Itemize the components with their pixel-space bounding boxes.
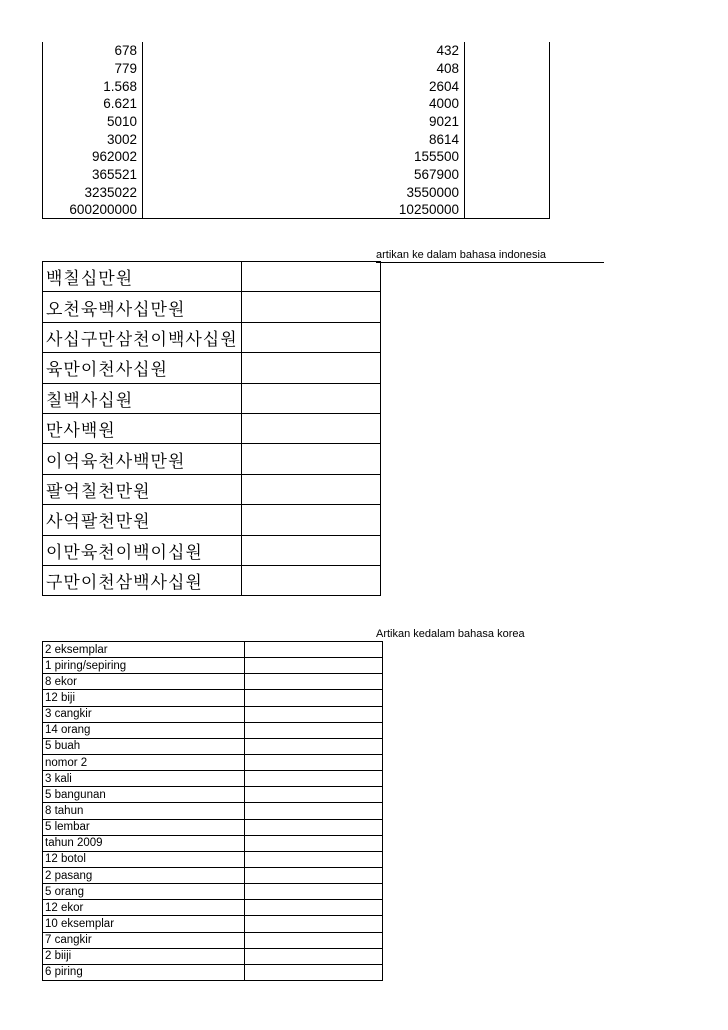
korean-phrase-cell: 이억육천사백만원	[43, 444, 242, 474]
answer-cell[interactable]	[242, 565, 381, 595]
korean-phrase-cell: 오천육백사십만원	[43, 292, 242, 322]
number-blank-cell	[465, 42, 550, 60]
korean-phrase-cell: 만사백원	[43, 413, 242, 443]
korean-row	[43, 262, 381, 292]
korean-phrase-cell: 사억팔천만원	[43, 505, 242, 535]
indonesian-phrase-cell: 1 piring/sepiring	[43, 658, 245, 674]
number-blank-cell	[465, 201, 550, 219]
korean-phrase-cell: 사십구만삼천이백사십원	[43, 322, 242, 352]
indonesian-row	[43, 867, 383, 883]
number-right-cell: 155500	[143, 148, 465, 166]
number-row	[43, 77, 550, 95]
indonesian-row	[43, 738, 383, 754]
korean-section-heading-rule	[376, 262, 604, 263]
number-right-cell: 10250000	[143, 201, 465, 219]
indonesian-phrase-cell: 12 ekor	[43, 900, 245, 916]
number-left-cell: 6.621	[43, 95, 143, 113]
answer-cell[interactable]	[245, 642, 383, 658]
number-row	[43, 42, 550, 60]
number-row	[43, 113, 550, 131]
answer-cell[interactable]	[245, 674, 383, 690]
indonesian-row	[43, 948, 383, 964]
indonesian-phrase-cell: nomor 2	[43, 754, 245, 770]
indonesian-phrase-cell: 5 lembar	[43, 819, 245, 835]
indonesian-phrase-cell: 3 kali	[43, 771, 245, 787]
answer-cell[interactable]	[242, 535, 381, 565]
answer-cell[interactable]	[245, 803, 383, 819]
number-right-cell: 432	[143, 42, 465, 60]
number-left-cell: 779	[43, 60, 143, 78]
korean-section-heading: artikan ke dalam bahasa indonesia	[376, 249, 547, 261]
indonesian-phrase-cell: 10 eksemplar	[43, 916, 245, 932]
korean-phrase-cell: 육만이천사십원	[43, 353, 242, 383]
number-row	[43, 130, 550, 148]
number-blank-cell	[465, 148, 550, 166]
answer-cell[interactable]	[242, 322, 381, 352]
indonesian-phrase-cell: 12 botol	[43, 851, 245, 867]
number-left-cell: 5010	[43, 113, 143, 131]
korean-row	[43, 535, 381, 565]
answer-cell[interactable]	[245, 851, 383, 867]
korean-row	[43, 474, 381, 504]
answer-cell[interactable]	[245, 884, 383, 900]
indonesian-row	[43, 900, 383, 916]
indonesian-row	[43, 932, 383, 948]
indonesian-phrase-cell: 5 orang	[43, 884, 245, 900]
korean-phrase-cell: 팔억칠천만원	[43, 474, 242, 504]
number-right-cell: 567900	[143, 166, 465, 184]
answer-cell[interactable]	[242, 474, 381, 504]
indonesian-section-heading: Artikan kedalam bahasa korea	[376, 628, 525, 640]
korean-row	[43, 505, 381, 535]
indonesian-row	[43, 771, 383, 787]
number-left-cell: 600200000	[43, 201, 143, 219]
korean-row	[43, 565, 381, 595]
indonesian-phrase-cell: 8 ekor	[43, 674, 245, 690]
number-blank-cell	[465, 130, 550, 148]
number-blank-cell	[465, 166, 550, 184]
korean-row	[43, 383, 381, 413]
answer-cell[interactable]	[242, 505, 381, 535]
answer-cell[interactable]	[245, 964, 383, 980]
answer-cell[interactable]	[245, 754, 383, 770]
number-left-cell: 3002	[43, 130, 143, 148]
korean-row	[43, 292, 381, 322]
indonesian-phrase-cell: 3 cangkir	[43, 706, 245, 722]
korean-phrase-cell: 구만이천삼백사십원	[43, 565, 242, 595]
number-row	[43, 184, 550, 202]
indonesian-row	[43, 642, 383, 658]
number-left-cell: 678	[43, 42, 143, 60]
indonesian-row	[43, 884, 383, 900]
indonesian-row	[43, 787, 383, 803]
answer-cell[interactable]	[245, 706, 383, 722]
answer-cell[interactable]	[245, 722, 383, 738]
indonesian-phrase-cell: 6 piring	[43, 964, 245, 980]
indonesian-row	[43, 754, 383, 770]
number-blank-cell	[465, 184, 550, 202]
number-right-cell: 408	[143, 60, 465, 78]
number-blank-cell	[465, 60, 550, 78]
answer-cell[interactable]	[245, 819, 383, 835]
indonesian-phrase-cell: 2 biiji	[43, 948, 245, 964]
number-row	[43, 166, 550, 184]
answer-cell[interactable]	[245, 867, 383, 883]
indonesian-row	[43, 835, 383, 851]
indonesian-row	[43, 851, 383, 867]
indonesian-translation-table	[42, 641, 383, 981]
indonesian-phrase-cell: 7 cangkir	[43, 932, 245, 948]
number-right-cell: 2604	[143, 77, 465, 95]
indonesian-phrase-cell: 12 biji	[43, 690, 245, 706]
number-row	[43, 148, 550, 166]
answer-cell[interactable]	[245, 900, 383, 916]
answer-cell[interactable]	[242, 444, 381, 474]
indonesian-row	[43, 690, 383, 706]
answer-cell[interactable]	[245, 916, 383, 932]
indonesian-phrase-cell: 2 pasang	[43, 867, 245, 883]
korean-row	[43, 444, 381, 474]
indonesian-row	[43, 706, 383, 722]
answer-cell[interactable]	[242, 262, 381, 292]
answer-cell[interactable]	[245, 932, 383, 948]
korean-row	[43, 353, 381, 383]
answer-cell[interactable]	[245, 690, 383, 706]
indonesian-phrase-cell: 5 buah	[43, 738, 245, 754]
indonesian-row	[43, 674, 383, 690]
korean-phrase-cell: 백칠십만원	[43, 262, 242, 292]
answer-cell[interactable]	[245, 948, 383, 964]
korean-translation-table	[42, 261, 381, 596]
answer-cell[interactable]	[245, 835, 383, 851]
number-left-cell: 365521	[43, 166, 143, 184]
number-row	[43, 201, 550, 219]
indonesian-row	[43, 916, 383, 932]
indonesian-phrase-cell: 14 orang	[43, 722, 245, 738]
number-left-cell: 962002	[43, 148, 143, 166]
number-right-cell: 9021	[143, 113, 465, 131]
answer-cell[interactable]	[245, 658, 383, 674]
indonesian-phrase-cell: 8 tahun	[43, 803, 245, 819]
number-row	[43, 60, 550, 78]
indonesian-row	[43, 803, 383, 819]
answer-cell[interactable]	[242, 292, 381, 322]
indonesian-row	[43, 722, 383, 738]
numbers-table-body	[43, 42, 550, 219]
answer-cell[interactable]	[242, 383, 381, 413]
indonesian-row	[43, 964, 383, 980]
korean-translation-table-body	[43, 262, 381, 596]
number-right-cell: 4000	[143, 95, 465, 113]
number-blank-cell	[465, 77, 550, 95]
indonesian-row	[43, 658, 383, 674]
answer-cell[interactable]	[245, 771, 383, 787]
number-blank-cell	[465, 113, 550, 131]
indonesian-phrase-cell: 5 bangunan	[43, 787, 245, 803]
korean-phrase-cell: 이만육천이백이십원	[43, 535, 242, 565]
number-left-cell: 3235022	[43, 184, 143, 202]
korean-row	[43, 413, 381, 443]
indonesian-translation-table-body	[43, 642, 383, 981]
answer-cell[interactable]	[242, 413, 381, 443]
answer-cell[interactable]	[242, 353, 381, 383]
number-blank-cell	[465, 95, 550, 113]
number-row	[43, 95, 550, 113]
answer-cell[interactable]	[245, 787, 383, 803]
numbers-table	[42, 42, 550, 219]
answer-cell[interactable]	[245, 738, 383, 754]
indonesian-phrase-cell: tahun 2009	[43, 835, 245, 851]
number-right-cell: 8614	[143, 130, 465, 148]
korean-phrase-cell: 칠백사십원	[43, 383, 242, 413]
indonesian-row	[43, 819, 383, 835]
number-right-cell: 3550000	[143, 184, 465, 202]
number-left-cell: 1.568	[43, 77, 143, 95]
korean-row	[43, 322, 381, 352]
indonesian-phrase-cell: 2 eksemplar	[43, 642, 245, 658]
